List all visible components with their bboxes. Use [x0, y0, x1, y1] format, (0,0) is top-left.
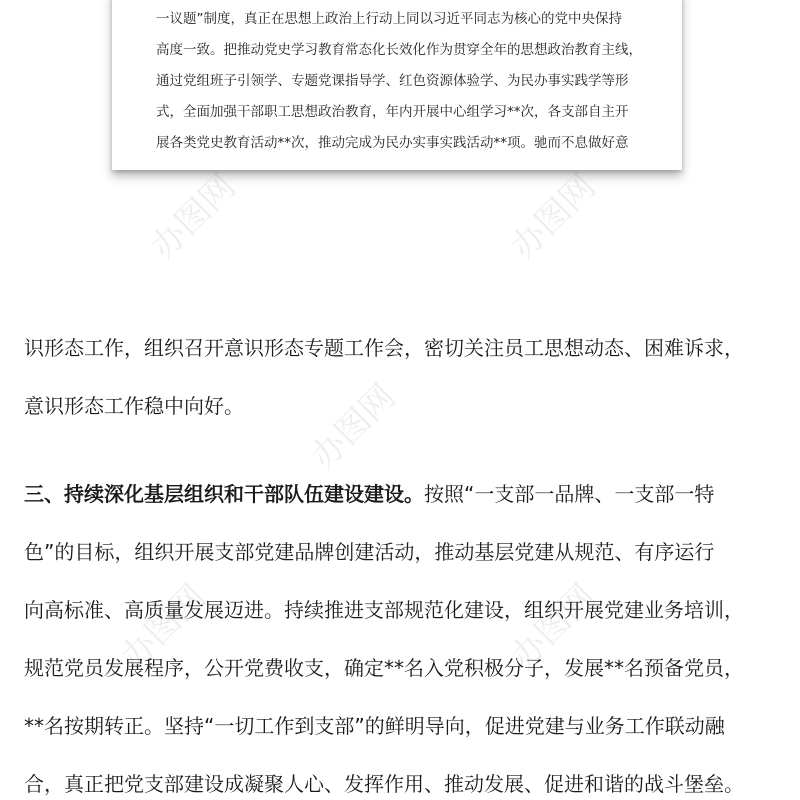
- text-line: **名按期转正。坚持“一切工作到支部”的鲜明导向，促进党建与业务工作联动融: [24, 714, 725, 738]
- text-line: 意识形态工作稳中向好。: [24, 394, 244, 418]
- watermark: 办图网: [303, 376, 404, 478]
- inset-page-text: [156, 4, 656, 159]
- paragraph-section-three: [24, 476, 784, 800]
- text-line: 识形态工作，组织召开意识形态专题工作会，密切关注员工思想动态、困难诉求，: [24, 336, 744, 360]
- inset-text-line: 展各类党史教育活动**次，推动完成为民办实事实践活动**项。驰而不息做好意: [156, 135, 629, 151]
- text-line: 色”的目标，组织开展支部党建品牌创建活动，推动基层党建从规范、有序运行: [24, 540, 715, 564]
- inset-text-line: 一议题”制度，真正在思想上政治上行动上同以习近平同志为核心的党中央保持: [156, 11, 622, 27]
- inset-text-line: 高度一致。把推动党史学习教育常态化长效化作为贯穿全年的思想政治教育主线，: [156, 42, 642, 58]
- watermark: 办图网: [113, 576, 214, 678]
- text-line: [24, 476, 784, 534]
- inset-page-card: [112, 0, 682, 170]
- text-run: 按照“一支部一品牌、一支部一特: [424, 482, 715, 506]
- section-heading: 三、持续深化基层组织和干部队伍建设建设。: [24, 482, 424, 506]
- inset-text-line: 通过党组班子引领学、专题党课指导学、红色资源体验学、为民办事实践学等形: [156, 73, 629, 89]
- text-line: 合，真正把党支部建设成凝聚人心、发挥作用、推动发展、促进和谐的战斗堡垒。: [24, 772, 744, 796]
- text-line: 向高标准、高质量发展迈进。持续推进支部规范化建设，组织开展党建业务培训，: [24, 598, 744, 622]
- watermark: 办图网: [143, 166, 244, 268]
- inset-text-line: 式，全面加强干部职工思想政治教育，年内开展中心组学习**次，各支部自主开: [156, 104, 629, 120]
- text-line: 规范党员发展程序，公开党费收支，确定**名入党积极分子，发展**名预备党员，: [24, 656, 744, 680]
- watermark: 办图网: [503, 576, 604, 678]
- watermark: 办图网: [503, 166, 604, 268]
- paragraph-ideology: [24, 330, 784, 446]
